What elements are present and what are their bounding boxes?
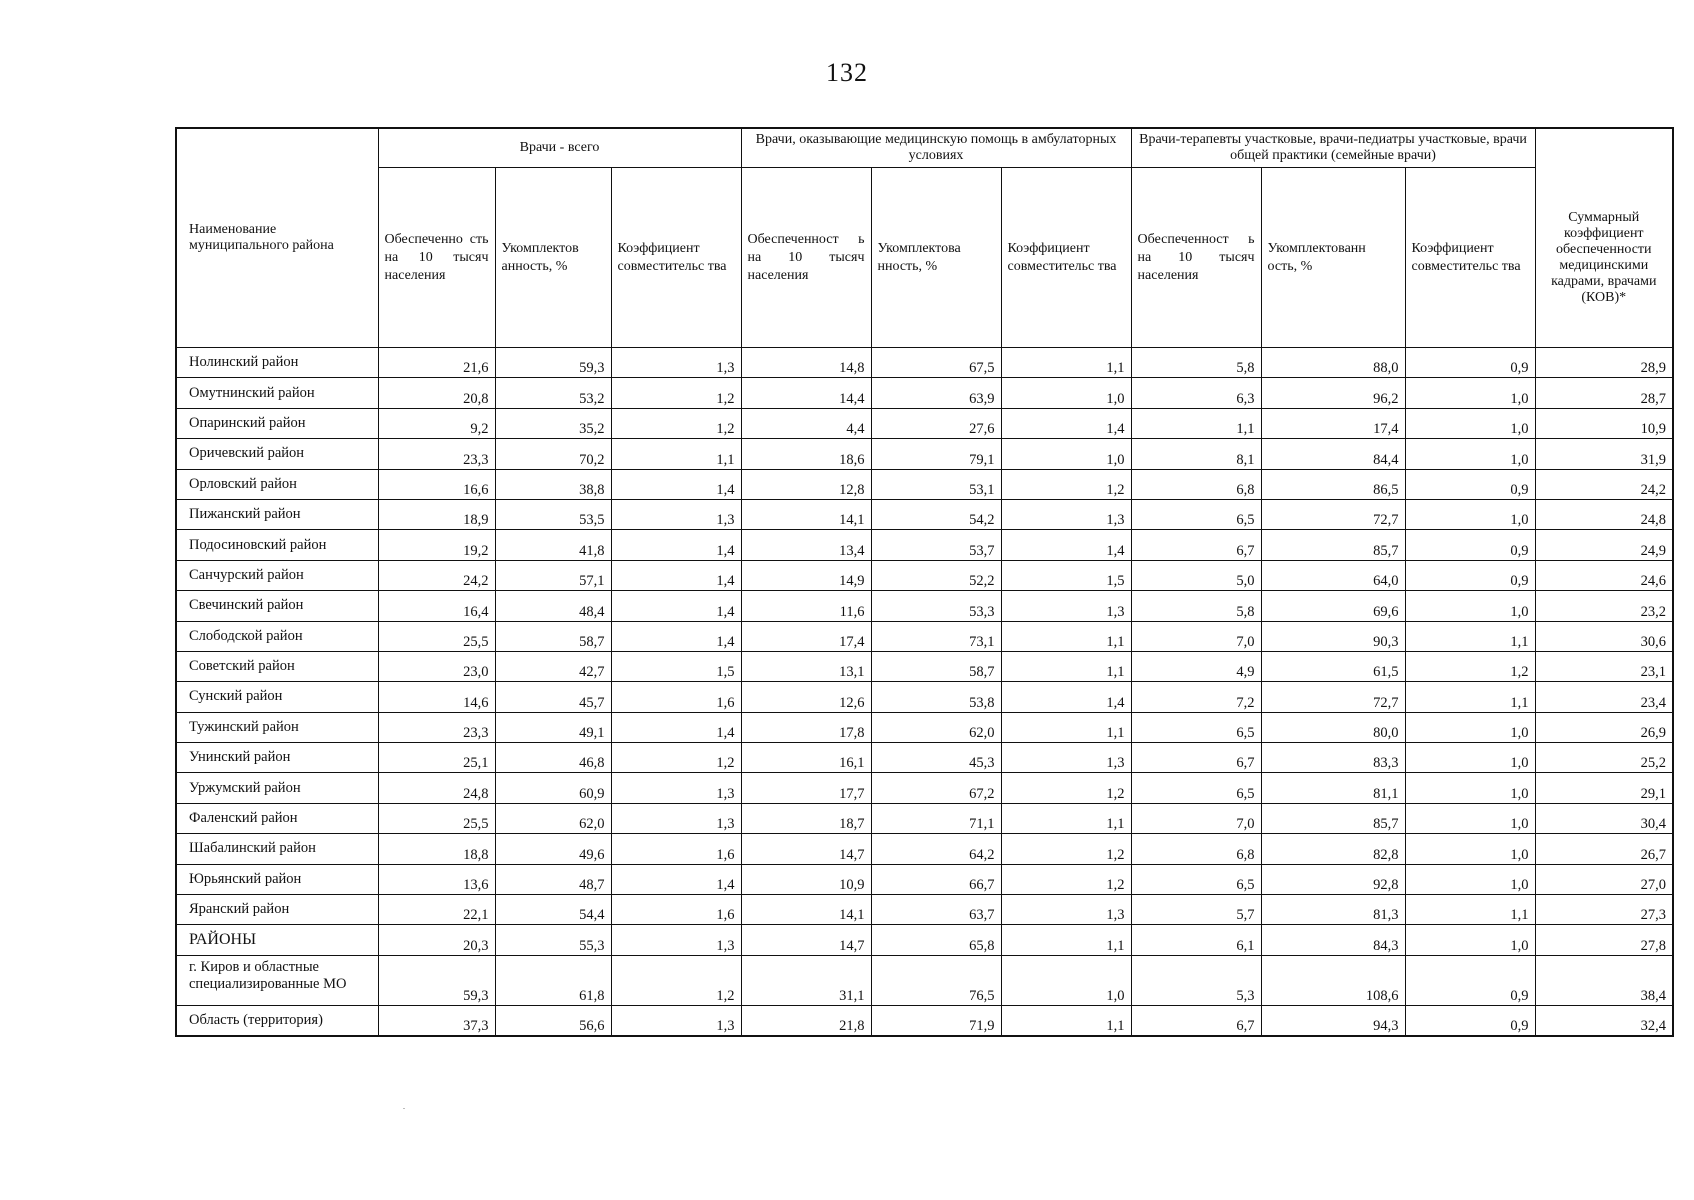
table-cell: 1,4: [611, 530, 741, 560]
table-cell: 1,2: [611, 378, 741, 408]
table-cell: 25,5: [378, 621, 495, 651]
table-cell: 4,4: [741, 408, 871, 438]
table-cell: 72,7: [1261, 499, 1405, 529]
table-cell: 20,3: [378, 925, 495, 955]
page-number: 132: [826, 58, 868, 87]
table-cell: 54,2: [871, 499, 1001, 529]
table-cell: 41,8: [495, 530, 611, 560]
table-cell: 24,8: [378, 773, 495, 803]
table-cell: 37,3: [378, 1005, 495, 1036]
table-cell: 1,2: [1001, 773, 1131, 803]
table-cell: 28,9: [1535, 348, 1673, 378]
table-cell: 42,7: [495, 651, 611, 681]
table-cell: 88,0: [1261, 348, 1405, 378]
staffing-table: [175, 127, 1674, 1037]
group-header-all-doctors: Врачи - всего: [378, 128, 741, 168]
table-cell: 1,3: [611, 925, 741, 955]
table-cell: 25,2: [1535, 743, 1673, 773]
district-name: Свечинский район: [176, 591, 378, 621]
table-cell: 1,5: [611, 651, 741, 681]
table-cell: 1,0: [1001, 439, 1131, 469]
district-name: Пижанский район: [176, 499, 378, 529]
table-cell: 70,2: [495, 439, 611, 469]
district-name: Фаленский район: [176, 803, 378, 833]
table-cell: 1,1: [1405, 682, 1535, 712]
table-cell: 20,8: [378, 378, 495, 408]
district-name: Подосиновский район: [176, 530, 378, 560]
table-cell: 66,7: [871, 864, 1001, 894]
table-cell: 0,9: [1405, 469, 1535, 499]
table-row: [176, 925, 1673, 955]
district-name: Шабалинский район: [176, 834, 378, 864]
table-cell: 55,3: [495, 925, 611, 955]
table-cell: 5,0: [1131, 560, 1261, 590]
table-cell: 1,2: [611, 955, 741, 1005]
table-cell: 61,5: [1261, 651, 1405, 681]
table-cell: 67,2: [871, 773, 1001, 803]
table-cell: 1,0: [1405, 803, 1535, 833]
table-cell: 1,4: [611, 591, 741, 621]
table-cell: 6,8: [1131, 834, 1261, 864]
table-cell: 24,8: [1535, 499, 1673, 529]
table-cell: 0,9: [1405, 560, 1535, 590]
table-row: [176, 773, 1673, 803]
table-cell: 5,3: [1131, 955, 1261, 1005]
table-cell: 35,2: [495, 408, 611, 438]
table-cell: 1,4: [611, 864, 741, 894]
table-cell: 10,9: [1535, 408, 1673, 438]
table-cell: 83,3: [1261, 743, 1405, 773]
table-cell: 18,9: [378, 499, 495, 529]
table-cell: 16,1: [741, 743, 871, 773]
table-cell: 18,8: [378, 834, 495, 864]
table-cell: 6,1: [1131, 925, 1261, 955]
table-cell: 96,2: [1261, 378, 1405, 408]
table-cell: 27,8: [1535, 925, 1673, 955]
table-cell: 1,2: [1405, 651, 1535, 681]
table-cell: 6,7: [1131, 1005, 1261, 1036]
table-cell: 24,2: [378, 560, 495, 590]
district-name: Тужинский район: [176, 712, 378, 742]
table-row: [176, 864, 1673, 894]
table-cell: 23,1: [1535, 651, 1673, 681]
table-cell: 1,0: [1405, 499, 1535, 529]
table-cell: 24,6: [1535, 560, 1673, 590]
table-cell: 6,7: [1131, 530, 1261, 560]
group-header-district-therapists: Врачи-терапевты участковые, врачи-педиатры участковые, врачи общей практики (семейные врачи): [1131, 128, 1535, 168]
table-cell: 53,1: [871, 469, 1001, 499]
table-cell: 38,4: [1535, 955, 1673, 1005]
table-cell: 14,7: [741, 925, 871, 955]
table-cell: 1,3: [1001, 743, 1131, 773]
sub-header: Коэффициент совместительс тва: [611, 168, 741, 348]
table-cell: 60,9: [495, 773, 611, 803]
table-row: [176, 712, 1673, 742]
table-cell: 81,3: [1261, 895, 1405, 925]
table-cell: 92,8: [1261, 864, 1405, 894]
table-cell: 1,4: [1001, 408, 1131, 438]
table-cell: 1,0: [1405, 773, 1535, 803]
table-cell: 1,3: [1001, 895, 1131, 925]
table-cell: 1,1: [1001, 621, 1131, 651]
table-cell: 21,8: [741, 1005, 871, 1036]
table-cell: 7,0: [1131, 621, 1261, 651]
table-cell: 46,8: [495, 743, 611, 773]
table-cell: 53,3: [871, 591, 1001, 621]
table-cell: 6,3: [1131, 378, 1261, 408]
table-cell: 14,9: [741, 560, 871, 590]
table-cell: 1,1: [1131, 408, 1261, 438]
table-cell: 67,5: [871, 348, 1001, 378]
table-cell: 17,4: [741, 621, 871, 651]
scan-speck: [403, 1108, 405, 1109]
table-cell: 24,2: [1535, 469, 1673, 499]
table-cell: 14,8: [741, 348, 871, 378]
table-cell: 69,6: [1261, 591, 1405, 621]
table-cell: 61,8: [495, 955, 611, 1005]
table-cell: 85,7: [1261, 530, 1405, 560]
district-name: РАЙОНЫ: [176, 925, 378, 955]
table-cell: 108,6: [1261, 955, 1405, 1005]
table-cell: 1,0: [1405, 925, 1535, 955]
table-cell: 9,2: [378, 408, 495, 438]
table-cell: 48,7: [495, 864, 611, 894]
table-cell: 30,4: [1535, 803, 1673, 833]
table-cell: 32,4: [1535, 1005, 1673, 1036]
table-row: [176, 469, 1673, 499]
table-cell: 1,3: [611, 803, 741, 833]
table-cell: 1,2: [1001, 834, 1131, 864]
table-cell: 19,2: [378, 530, 495, 560]
table-cell: 63,9: [871, 378, 1001, 408]
table-cell: 14,6: [378, 682, 495, 712]
table-cell: 62,0: [871, 712, 1001, 742]
district-name: Орловский район: [176, 469, 378, 499]
table-cell: 6,5: [1131, 864, 1261, 894]
table-row: [176, 530, 1673, 560]
table-cell: 24,9: [1535, 530, 1673, 560]
table-cell: 1,3: [611, 499, 741, 529]
table-cell: 0,9: [1405, 955, 1535, 1005]
table-cell: 17,8: [741, 712, 871, 742]
district-name: Уржумский район: [176, 773, 378, 803]
table-cell: 11,6: [741, 591, 871, 621]
table-row: [176, 378, 1673, 408]
table-cell: 1,1: [1001, 348, 1131, 378]
table-cell: 13,1: [741, 651, 871, 681]
table-cell: 1,3: [611, 348, 741, 378]
table-cell: 1,4: [611, 469, 741, 499]
table-cell: 1,4: [1001, 530, 1131, 560]
table-cell: 71,9: [871, 1005, 1001, 1036]
table-cell: 54,4: [495, 895, 611, 925]
district-name: Слободской район: [176, 621, 378, 651]
table-cell: 1,4: [1001, 682, 1131, 712]
table-cell: 29,1: [1535, 773, 1673, 803]
table-cell: 31,9: [1535, 439, 1673, 469]
table-cell: 82,8: [1261, 834, 1405, 864]
table-cell: 80,0: [1261, 712, 1405, 742]
table-cell: 0,9: [1405, 348, 1535, 378]
district-name: Санчурский район: [176, 560, 378, 590]
table-row: [176, 348, 1673, 378]
table-cell: 84,3: [1261, 925, 1405, 955]
table-row: [176, 803, 1673, 833]
table-cell: 1,0: [1405, 834, 1535, 864]
table-cell: 30,6: [1535, 621, 1673, 651]
table-cell: 1,0: [1405, 439, 1535, 469]
table-cell: 1,4: [611, 621, 741, 651]
table-cell: 1,1: [1001, 925, 1131, 955]
table-cell: 12,8: [741, 469, 871, 499]
table-cell: 6,7: [1131, 743, 1261, 773]
table-cell: 1,0: [1405, 712, 1535, 742]
table-cell: 18,7: [741, 803, 871, 833]
table-cell: 1,0: [1405, 591, 1535, 621]
table-cell: 6,5: [1131, 499, 1261, 529]
table-cell: 81,1: [1261, 773, 1405, 803]
table-cell: 27,6: [871, 408, 1001, 438]
table-cell: 59,3: [495, 348, 611, 378]
sub-header: Коэффициент совместительс тва: [1405, 168, 1535, 348]
table-cell: 1,0: [1405, 864, 1535, 894]
table-cell: 1,0: [1405, 378, 1535, 408]
table-cell: 48,4: [495, 591, 611, 621]
table-cell: 79,1: [871, 439, 1001, 469]
table-cell: 1,4: [611, 560, 741, 590]
table-cell: 26,7: [1535, 834, 1673, 864]
table-cell: 72,7: [1261, 682, 1405, 712]
table-cell: 1,2: [1001, 469, 1131, 499]
table-cell: 25,5: [378, 803, 495, 833]
table-cell: 1,1: [1001, 712, 1131, 742]
table-row: [176, 591, 1673, 621]
table-cell: 94,3: [1261, 1005, 1405, 1036]
table-cell: 1,4: [611, 712, 741, 742]
table-cell: 1,0: [1001, 378, 1131, 408]
table-row: [176, 682, 1673, 712]
table-cell: 57,1: [495, 560, 611, 590]
table-cell: 45,7: [495, 682, 611, 712]
sub-header: Коэффициент совместительс тва: [1001, 168, 1131, 348]
table-cell: 56,6: [495, 1005, 611, 1036]
table-cell: 21,6: [378, 348, 495, 378]
district-name: г. Киров и областные специализированные МО: [176, 955, 378, 1005]
table-cell: 73,1: [871, 621, 1001, 651]
table-row: [176, 895, 1673, 925]
table-cell: 62,0: [495, 803, 611, 833]
table-cell: 10,9: [741, 864, 871, 894]
table-cell: 1,1: [1001, 651, 1131, 681]
table-cell: 14,1: [741, 895, 871, 925]
table-cell: 1,1: [1001, 803, 1131, 833]
table-row: [176, 499, 1673, 529]
table-cell: 85,7: [1261, 803, 1405, 833]
table-cell: 7,2: [1131, 682, 1261, 712]
table-cell: 14,7: [741, 834, 871, 864]
table-cell: 76,5: [871, 955, 1001, 1005]
table-cell: 4,9: [1131, 651, 1261, 681]
table-cell: 6,8: [1131, 469, 1261, 499]
table-cell: 1,6: [611, 834, 741, 864]
table-cell: 65,8: [871, 925, 1001, 955]
district-name: Опаринский район: [176, 408, 378, 438]
table-cell: 64,0: [1261, 560, 1405, 590]
sub-header: Укомплектова нность, %: [871, 168, 1001, 348]
district-header: Наименование муниципального района: [176, 128, 378, 348]
table-cell: 1,1: [1001, 1005, 1131, 1036]
table-cell: 71,1: [871, 803, 1001, 833]
district-name: Нолинский район: [176, 348, 378, 378]
table-cell: 1,3: [611, 1005, 741, 1036]
table-cell: 0,9: [1405, 530, 1535, 560]
table-cell: 53,5: [495, 499, 611, 529]
table-cell: 16,6: [378, 469, 495, 499]
table-cell: 25,1: [378, 743, 495, 773]
table-cell: 23,0: [378, 651, 495, 681]
table-cell: 49,6: [495, 834, 611, 864]
sub-header-row: [176, 168, 1673, 348]
table-cell: 63,7: [871, 895, 1001, 925]
table-cell: 5,7: [1131, 895, 1261, 925]
table-cell: 86,5: [1261, 469, 1405, 499]
table-row: [176, 621, 1673, 651]
table-cell: 27,3: [1535, 895, 1673, 925]
district-name: Юрьянский район: [176, 864, 378, 894]
table-cell: 1,2: [611, 743, 741, 773]
table-cell: 18,6: [741, 439, 871, 469]
table-cell: 1,2: [611, 408, 741, 438]
summary-coefficient-header: Суммарный коэффициент обеспеченности медицинскими кадрами, врачами (КОВ)*: [1535, 128, 1673, 348]
table-cell: 14,1: [741, 499, 871, 529]
table-row: [176, 834, 1673, 864]
table-cell: 31,1: [741, 955, 871, 1005]
table-cell: 58,7: [871, 651, 1001, 681]
table-row: [176, 560, 1673, 590]
district-name: Яранский район: [176, 895, 378, 925]
table-cell: 13,6: [378, 864, 495, 894]
table-cell: 52,2: [871, 560, 1001, 590]
table-cell: 14,4: [741, 378, 871, 408]
table-cell: 64,2: [871, 834, 1001, 864]
table-cell: 90,3: [1261, 621, 1405, 651]
table-row: [176, 955, 1673, 1005]
table-cell: 16,4: [378, 591, 495, 621]
table-cell: 13,4: [741, 530, 871, 560]
district-name: Советский район: [176, 651, 378, 681]
table-cell: 1,6: [611, 895, 741, 925]
table-body: [176, 348, 1673, 1037]
table-cell: 23,3: [378, 439, 495, 469]
table-cell: 23,2: [1535, 591, 1673, 621]
sub-header: Укомплектованн ость, %: [1261, 168, 1405, 348]
table-cell: 7,0: [1131, 803, 1261, 833]
table-cell: 1,3: [1001, 499, 1131, 529]
table-cell: 26,9: [1535, 712, 1673, 742]
table-cell: 1,0: [1405, 408, 1535, 438]
table-row: [176, 408, 1673, 438]
sub-header: Обеспеченно сть на 10 тысяч населения: [378, 168, 495, 348]
table-cell: 1,6: [611, 682, 741, 712]
table-cell: 1,5: [1001, 560, 1131, 590]
table-cell: 5,8: [1131, 591, 1261, 621]
table-cell: 53,2: [495, 378, 611, 408]
table-cell: 0,9: [1405, 1005, 1535, 1036]
table-cell: 23,4: [1535, 682, 1673, 712]
table-cell: 1,0: [1001, 955, 1131, 1005]
group-header-row: [176, 128, 1673, 168]
table-cell: 84,4: [1261, 439, 1405, 469]
district-name: Область (территория): [176, 1005, 378, 1036]
table-cell: 53,7: [871, 530, 1001, 560]
table-row: [176, 743, 1673, 773]
table-cell: 6,5: [1131, 773, 1261, 803]
sub-header: Обеспеченност ь на 10 тысяч населения: [741, 168, 871, 348]
table-cell: 17,7: [741, 773, 871, 803]
district-name: Оричевский район: [176, 439, 378, 469]
table-cell: 22,1: [378, 895, 495, 925]
table-cell: 1,2: [1001, 864, 1131, 894]
district-name: Сунский район: [176, 682, 378, 712]
district-name: Унинский район: [176, 743, 378, 773]
table-cell: 1,0: [1405, 743, 1535, 773]
table-cell: 1,3: [1001, 591, 1131, 621]
sub-header: Укомплектов анность, %: [495, 168, 611, 348]
table-row: [176, 439, 1673, 469]
table-cell: 38,8: [495, 469, 611, 499]
table-cell: 53,8: [871, 682, 1001, 712]
group-header-outpatient: Врачи, оказывающие медицинскую помощь в амбулаторных условиях: [741, 128, 1131, 168]
table-cell: 28,7: [1535, 378, 1673, 408]
table-cell: 1,3: [611, 773, 741, 803]
table-cell: 58,7: [495, 621, 611, 651]
table-cell: 1,1: [1405, 895, 1535, 925]
table-cell: 12,6: [741, 682, 871, 712]
table-row: [176, 1005, 1673, 1036]
table-cell: 17,4: [1261, 408, 1405, 438]
table-cell: 23,3: [378, 712, 495, 742]
table-cell: 49,1: [495, 712, 611, 742]
table-cell: 1,1: [611, 439, 741, 469]
table-cell: 59,3: [378, 955, 495, 1005]
table-cell: 8,1: [1131, 439, 1261, 469]
table-cell: 6,5: [1131, 712, 1261, 742]
table-cell: 27,0: [1535, 864, 1673, 894]
table-cell: 5,8: [1131, 348, 1261, 378]
sub-header: Обеспеченност ь на 10 тысяч населения: [1131, 168, 1261, 348]
table-cell: 1,1: [1405, 621, 1535, 651]
district-name: Омутнинский район: [176, 378, 378, 408]
table-row: [176, 651, 1673, 681]
table-cell: 45,3: [871, 743, 1001, 773]
